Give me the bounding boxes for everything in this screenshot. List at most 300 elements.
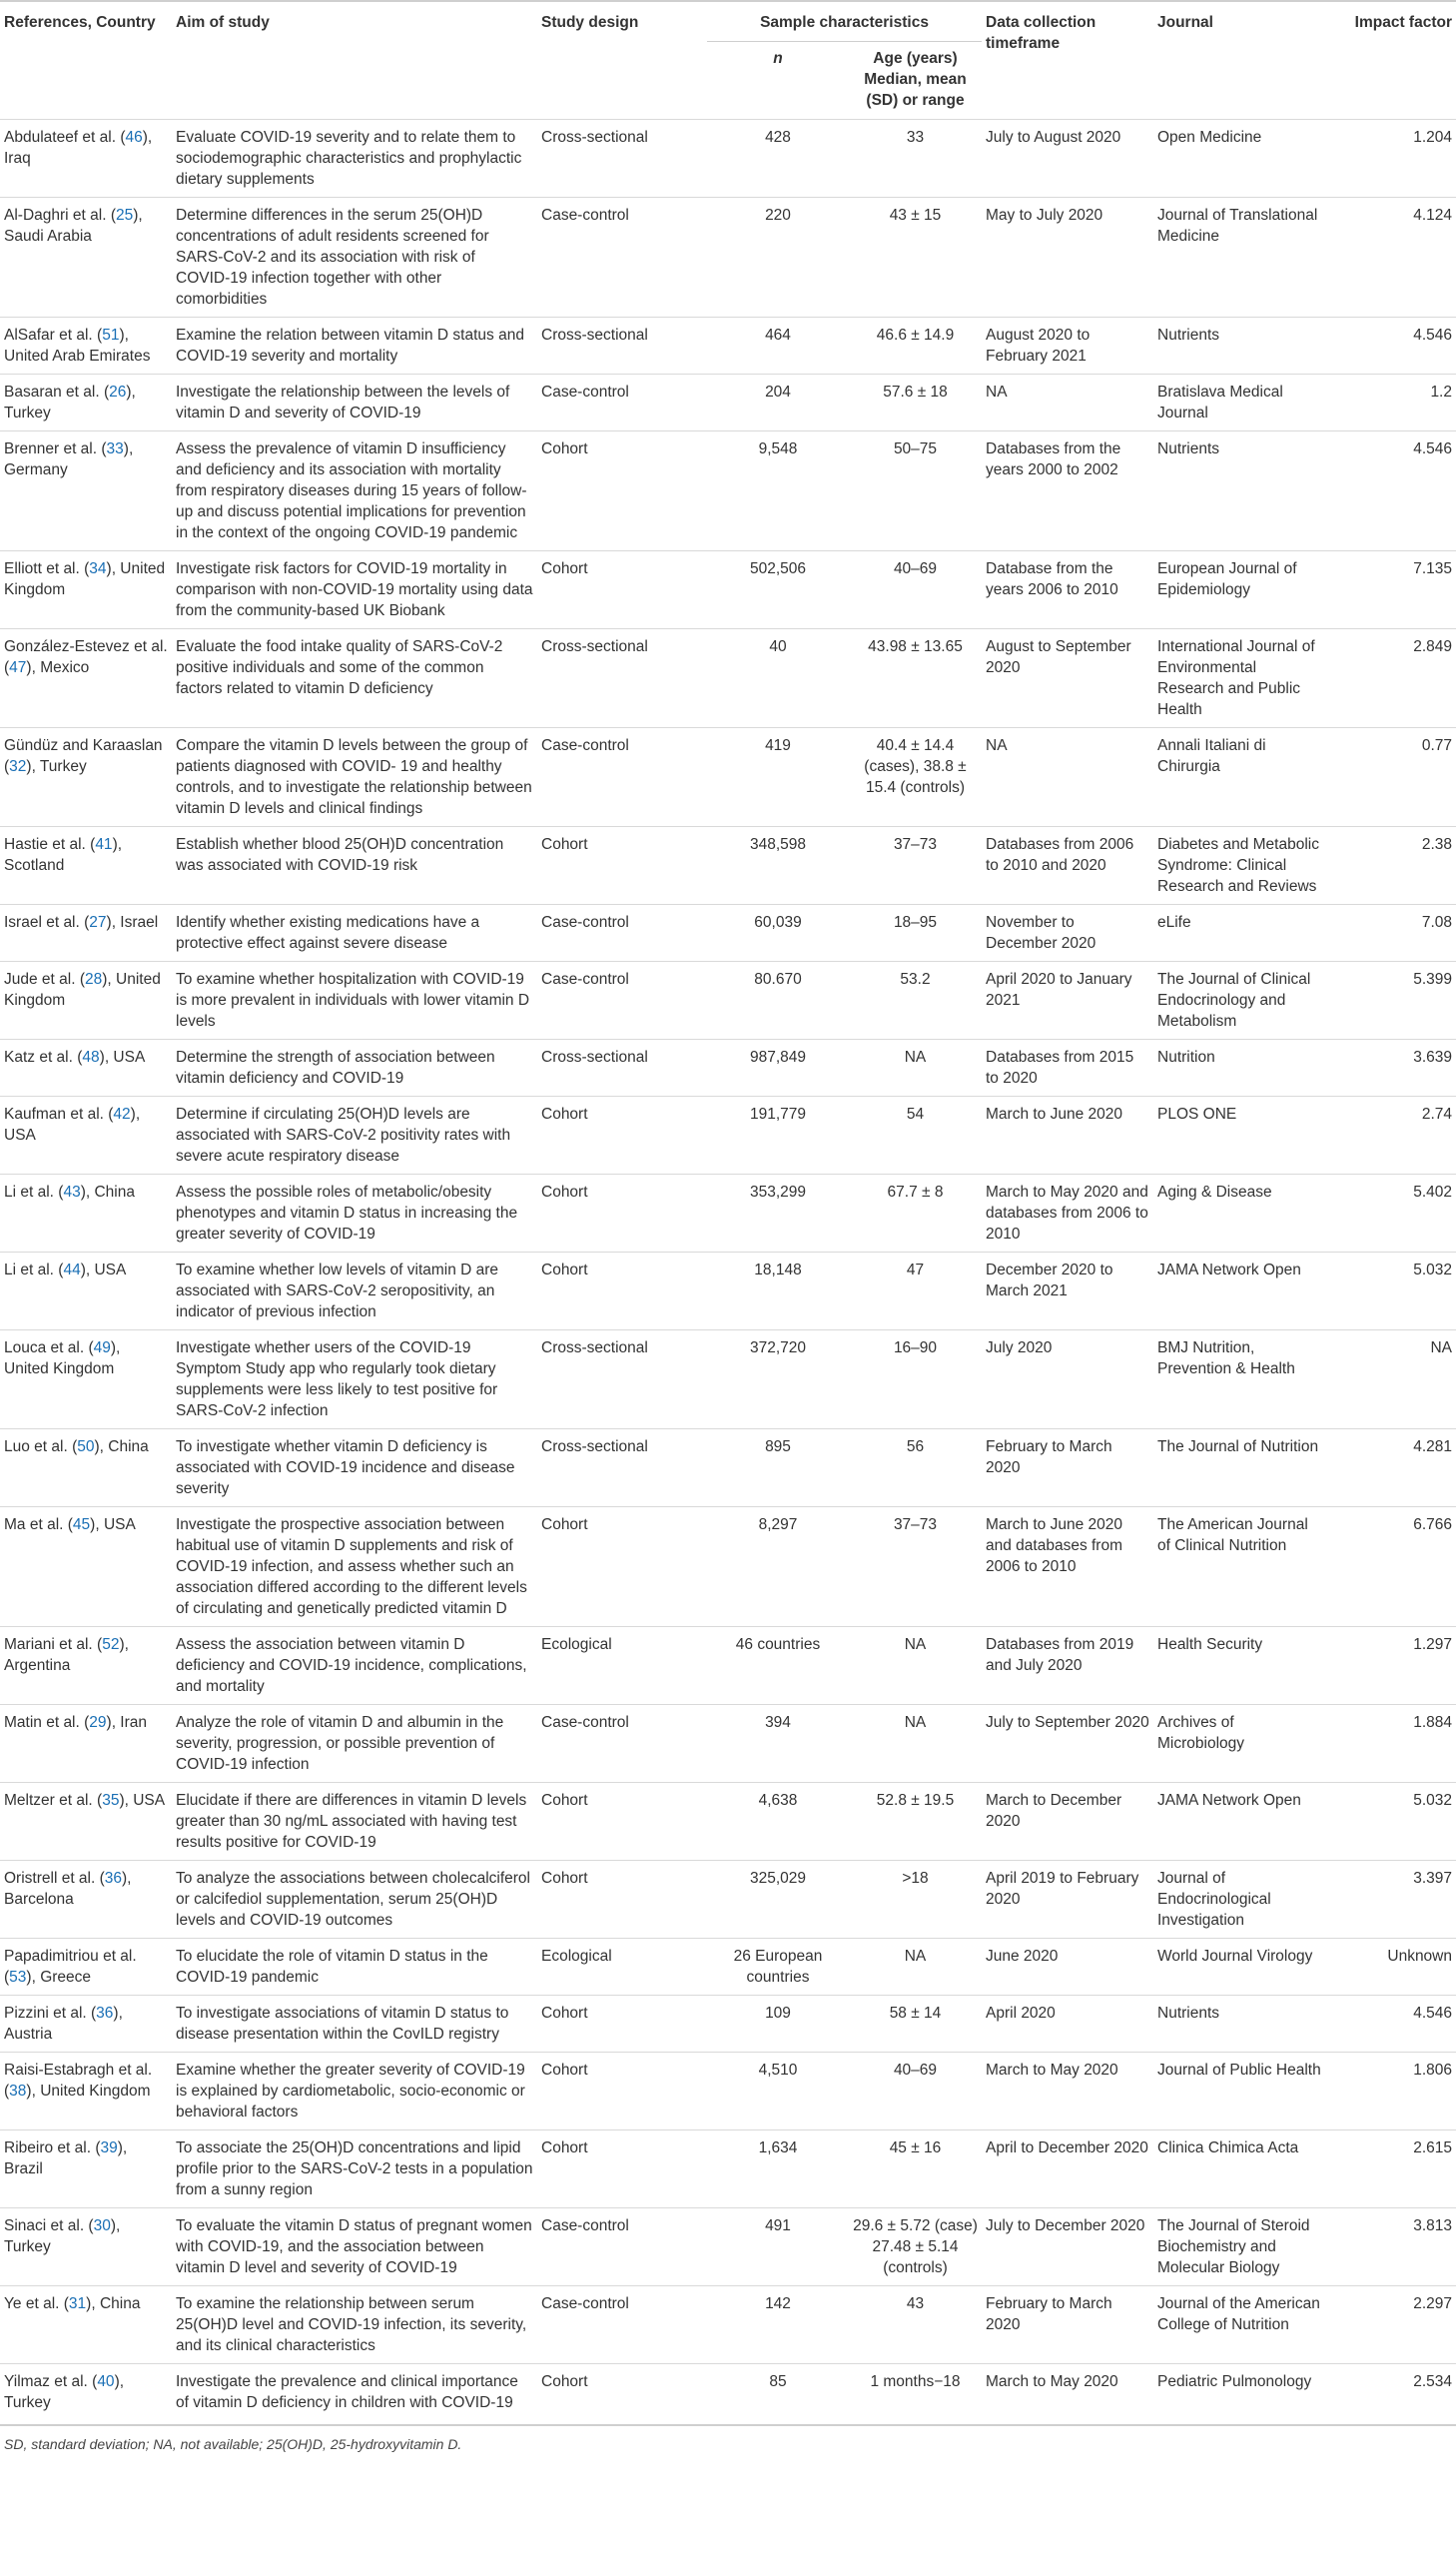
cell-age: 58 ± 14 [849,1996,982,2053]
table-footnote: SD, standard deviation; NA, not available; 25(OH)D, 25-hydroxyvitamin D. [0,2424,1456,2462]
table-row [0,1783,1456,1861]
cell-design: Cohort [537,1861,707,1939]
citation-link[interactable]: 41 [95,836,113,853]
cell-impact: 6.766 [1325,1507,1456,1627]
reference-country: ), USA [4,1106,141,1144]
cell-timeframe: July 2020 [982,1330,1153,1429]
cell-impact: 2.38 [1325,827,1456,905]
table-row [0,375,1456,431]
reference-country: ), Israel [106,914,159,931]
cell-impact: 4.124 [1325,198,1456,318]
cell-n: 1,634 [707,2130,849,2208]
cell-design: Case-control [537,198,707,318]
citation-link[interactable]: 51 [102,327,120,344]
reference-author: Li et al. ( [4,1184,64,1201]
cell-reference [0,1253,172,1330]
cell-timeframe: November to December 2020 [982,905,1153,962]
cell-impact: 3.813 [1325,2208,1456,2286]
reference-author: Oristrell et al. ( [4,1870,105,1887]
citation-link[interactable]: 53 [9,1969,27,1986]
cell-journal: Journal of Endocrinological Investigation [1153,1861,1325,1939]
cell-reference [0,1175,172,1253]
cell-aim: Determine if circulating 25(OH)D levels are associated with SARS-CoV-2 positivity rates with severe acute respiratory disease [172,1097,537,1175]
reference-country: ), USA [80,1262,127,1278]
table-row [0,728,1456,827]
cell-reference [0,2286,172,2364]
cell-journal: Archives of Microbiology [1153,1705,1325,1783]
cell-reference [0,1705,172,1783]
cell-age: 40–69 [849,2053,982,2130]
reference-author: Israel et al. ( [4,914,90,931]
table-row [0,1429,1456,1507]
cell-design: Cross-sectional [537,1040,707,1097]
reference-author: Katz et al. ( [4,1049,83,1066]
reference-author: Jude et al. ( [4,971,85,988]
cell-impact: 7.08 [1325,905,1456,962]
reference-author: Meltzer et al. ( [4,1792,103,1809]
reference-country: ), USA [90,1516,136,1533]
citation-link[interactable]: 44 [63,1262,81,1278]
table-row [0,629,1456,728]
table-row [0,2208,1456,2286]
table-header [0,1,1456,120]
cell-design: Cohort [537,1783,707,1861]
cell-aim: Determine the strength of association between vitamin deficiency and COVID-19 [172,1040,537,1097]
cell-age: 18–95 [849,905,982,962]
cell-reference [0,1996,172,2053]
reference-country: ), Turkey [4,384,136,422]
citation-link[interactable]: 39 [100,2139,118,2156]
cell-reference [0,318,172,375]
citation-link[interactable]: 29 [89,1714,107,1731]
cell-timeframe: December 2020 to March 2021 [982,1253,1153,1330]
reference-author: Luo et al. ( [4,1438,78,1455]
cell-aim: Examine the relation between vitamin D status and COVID-19 severity and mortality [172,318,537,375]
cell-impact: 2.534 [1325,2364,1456,2421]
cell-timeframe: August to September 2020 [982,629,1153,728]
reference-author: Al-Daghri et al. ( [4,207,116,224]
header-aim: Aim of study [172,1,537,120]
reference-country: ), United Kingdom [4,1339,121,1377]
table-row [0,120,1456,198]
cell-timeframe: NA [982,728,1153,827]
reference-country: ), USA [99,1049,146,1066]
citation-link[interactable]: 42 [113,1106,131,1123]
cell-aim: Compare the vitamin D levels between the group of patients diagnosed with COVID- 19 and healthy controls, and to investigate the relationship between vitamin D levels and clinical findings [172,728,537,827]
cell-age: 46.6 ± 14.9 [849,318,982,375]
cell-design: Cross-sectional [537,1429,707,1507]
reference-country: ), Saudi Arabia [4,207,143,245]
reference-author: Basaran et al. ( [4,384,110,401]
cell-timeframe: April 2020 to January 2021 [982,962,1153,1040]
reference-author: Pizzini et al. ( [4,2005,97,2022]
reference-country: ), Brazil [4,2139,128,2177]
cell-design: Case-control [537,375,707,431]
cell-journal: Open Medicine [1153,120,1325,198]
cell-impact: NA [1325,1330,1456,1429]
cell-timeframe: July to August 2020 [982,120,1153,198]
citation-link[interactable]: 34 [89,560,107,577]
cell-reference [0,551,172,629]
cell-reference [0,905,172,962]
cell-n: 204 [707,375,849,431]
cell-timeframe: March to May 2020 and databases from 2006 to 2010 [982,1175,1153,1253]
table-row [0,1627,1456,1705]
citation-link[interactable]: 27 [89,914,107,931]
reference-country: ), Turkey [26,758,87,775]
cell-age: 56 [849,1429,982,1507]
cell-age: 57.6 ± 18 [849,375,982,431]
reference-country: ), United Kingdom [4,971,161,1009]
cell-n: 4,510 [707,2053,849,2130]
cell-impact: 5.032 [1325,1253,1456,1330]
cell-age: 16–90 [849,1330,982,1429]
reference-country: ), United Arab Emirates [4,327,151,365]
cell-journal: Nutrients [1153,1996,1325,2053]
cell-reference [0,2053,172,2130]
cell-timeframe: Databases from 2006 to 2010 and 2020 [982,827,1153,905]
reference-country: ), Barcelona [4,1870,132,1908]
cell-journal: The Journal of Nutrition [1153,1429,1325,1507]
cell-journal: Bratislava Medical Journal [1153,375,1325,431]
reference-author: González-Estevez et al. ( [4,638,168,676]
cell-impact: 3.639 [1325,1040,1456,1097]
citation-link[interactable]: 26 [109,384,127,401]
cell-journal: Nutrition [1153,1040,1325,1097]
table-row [0,1861,1456,1939]
cell-design: Cohort [537,2364,707,2421]
header-journal: Journal [1153,1,1325,120]
cell-journal: The Journal of Clinical Endocrinology and Metabolism [1153,962,1325,1040]
cell-impact: 2.849 [1325,629,1456,728]
cell-journal: International Journal of Environmental Research and Public Health [1153,629,1325,728]
cell-reference [0,1627,172,1705]
cell-journal: PLOS ONE [1153,1097,1325,1175]
cell-journal: Journal of Public Health [1153,2053,1325,2130]
reference-author: Papadimitriou et al. ( [4,1948,137,1986]
cell-timeframe: March to May 2020 [982,2364,1153,2421]
table-row [0,318,1456,375]
cell-age: 54 [849,1097,982,1175]
cell-aim: To investigate whether vitamin D deficiency is associated with COVID-19 incidence and disease severity [172,1429,537,1507]
cell-design: Case-control [537,1705,707,1783]
citation-link[interactable]: 43 [63,1184,81,1201]
cell-reference [0,1040,172,1097]
cell-aim: Investigate risk factors for COVID-19 mortality in comparison with non-COVID-19 mortality using data from the community-based UK Biobank [172,551,537,629]
cell-design: Cross-sectional [537,629,707,728]
reference-author: Hastie et al. ( [4,836,96,853]
cell-n: 220 [707,198,849,318]
cell-journal: Pediatric Pulmonology [1153,2364,1325,2421]
reference-author: Raisi-Estabragh et al. ( [4,2062,153,2100]
cell-design: Cohort [537,1253,707,1330]
cell-age: 43 [849,2286,982,2364]
cell-design: Cohort [537,1097,707,1175]
cell-age: 43.98 ± 13.65 [849,629,982,728]
cell-n: 394 [707,1705,849,1783]
header-sample: Sample characteristics [707,1,982,42]
cell-age: 47 [849,1253,982,1330]
table-row [0,1253,1456,1330]
table-row [0,431,1456,551]
header-age: Age (years) Median, mean (SD) or range [849,42,982,120]
cell-design: Cross-sectional [537,120,707,198]
table-row [0,1097,1456,1175]
cell-aim: To examine whether hospitalization with COVID-19 is more prevalent in individuals with lower vitamin D levels [172,962,537,1040]
cell-impact: 4.546 [1325,431,1456,551]
reference-country: ), United Kingdom [4,560,166,598]
cell-timeframe: March to May 2020 [982,2053,1153,2130]
cell-timeframe: April 2020 [982,1996,1153,2053]
cell-reference [0,198,172,318]
citation-link[interactable]: 50 [77,1438,95,1455]
cell-reference [0,120,172,198]
reference-author: Gündüz and Karaaslan ( [4,737,163,775]
cell-aim: Establish whether blood 25(OH)D concentration was associated with COVID-19 risk [172,827,537,905]
cell-timeframe: Databases from 2015 to 2020 [982,1040,1153,1097]
cell-timeframe: March to June 2020 and databases from 2006 to 2010 [982,1507,1153,1627]
cell-aim: To examine the relationship between serum 25(OH)D level and COVID-19 infection, its severity, and its clinical characteristics [172,2286,537,2364]
cell-n: 325,029 [707,1861,849,1939]
cell-n: 80.670 [707,962,849,1040]
cell-design: Cross-sectional [537,318,707,375]
table-row [0,2130,1456,2208]
cell-n: 372,720 [707,1330,849,1429]
cell-timeframe: April 2019 to February 2020 [982,1861,1153,1939]
reference-author: Mariani et al. ( [4,1636,103,1653]
reference-country: ), USA [119,1792,166,1809]
cell-impact: 4.546 [1325,1996,1456,2053]
cell-design: Cohort [537,1175,707,1253]
citation-link[interactable]: 32 [9,758,27,775]
cell-aim: Investigate whether users of the COVID-19 Symptom Study app who regularly took dietary supplements were less likely to test positive for SARS-CoV-2 infection [172,1330,537,1429]
cell-reference [0,1330,172,1429]
reference-country: ), Iran [106,1714,148,1731]
cell-reference [0,827,172,905]
reference-author: Li et al. ( [4,1262,64,1278]
table-row [0,2053,1456,2130]
table-row [0,1996,1456,2053]
cell-design: Cohort [537,2053,707,2130]
cell-design: Cohort [537,1507,707,1627]
cell-n: 26 European countries [707,1939,849,1996]
table-row [0,827,1456,905]
reference-author: Sinaci et al. ( [4,2217,94,2234]
cell-reference [0,1939,172,1996]
cell-journal: Nutrients [1153,431,1325,551]
reference-author: Ma et al. ( [4,1516,73,1533]
reference-author: Ribeiro et al. ( [4,2139,101,2156]
cell-impact: Unknown [1325,1939,1456,1996]
cell-age: 33 [849,120,982,198]
table-row [0,198,1456,318]
cell-aim: Evaluate COVID-19 severity and to relate them to sociodemographic characteristics and prophylactic dietary supplements [172,120,537,198]
citation-link[interactable]: 47 [9,659,27,676]
reference-country: ), China [86,2295,141,2312]
cell-n: 491 [707,2208,849,2286]
cell-design: Cohort [537,551,707,629]
cell-timeframe: February to March 2020 [982,2286,1153,2364]
cell-age: 37–73 [849,1507,982,1627]
cell-reference [0,2130,172,2208]
cell-design: Cohort [537,431,707,551]
reference-country: ), Greece [26,1969,92,1986]
cell-reference [0,1507,172,1627]
cell-n: 987,849 [707,1040,849,1097]
cell-age: >18 [849,1861,982,1939]
cell-reference [0,2208,172,2286]
reference-country: ), China [94,1438,149,1455]
cell-impact: 1.297 [1325,1627,1456,1705]
cell-journal: Journal of the American College of Nutrition [1153,2286,1325,2364]
cell-n: 191,779 [707,1097,849,1175]
citation-link[interactable]: 31 [68,2295,87,2312]
cell-n: 4,638 [707,1783,849,1861]
reference-author: Brenner et al. ( [4,440,107,457]
cell-journal: Clinica Chimica Acta [1153,2130,1325,2208]
citation-link[interactable]: 28 [85,971,103,988]
cell-aim: Examine whether the greater severity of COVID-19 is explained by cardiometabolic, socio-economic or behavioral factors [172,2053,537,2130]
citation-link[interactable]: 49 [93,1339,111,1356]
table-row [0,2286,1456,2364]
cell-age: NA [849,1705,982,1783]
citation-link[interactable]: 36 [96,2005,114,2022]
cell-age: NA [849,1939,982,1996]
citation-link[interactable]: 48 [82,1049,100,1066]
cell-reference [0,728,172,827]
table-row [0,1040,1456,1097]
cell-reference [0,431,172,551]
cell-design: Case-control [537,2286,707,2364]
reference-author: Yilmaz et al. ( [4,2373,98,2390]
cell-impact: 2.74 [1325,1097,1456,1175]
cell-impact: 1.204 [1325,120,1456,198]
citation-link[interactable]: 25 [115,207,134,224]
cell-age: 52.8 ± 19.5 [849,1783,982,1861]
citation-link[interactable]: 35 [102,1792,120,1809]
cell-timeframe: August 2020 to February 2021 [982,318,1153,375]
cell-impact: 1.806 [1325,2053,1456,2130]
cell-aim: Assess the possible roles of metabolic/obesity phenotypes and vitamin D status in increasing the greater severity of COVID-19 [172,1175,537,1253]
table-row [0,1175,1456,1253]
cell-n: 895 [707,1429,849,1507]
cell-timeframe: Databases from the years 2000 to 2002 [982,431,1153,551]
cell-age: NA [849,1040,982,1097]
cell-journal: European Journal of Epidemiology [1153,551,1325,629]
reference-country: ), Turkey [4,2217,121,2255]
cell-age: 40.4 ± 14.4 (cases), 38.8 ± 15.4 (controls) [849,728,982,827]
cell-impact: 3.397 [1325,1861,1456,1939]
cell-aim: Assess the association between vitamin D deficiency and COVID-19 incidence, complications, and mortality [172,1627,537,1705]
reference-country: ), China [80,1184,135,1201]
cell-design: Cohort [537,2130,707,2208]
cell-reference [0,1097,172,1175]
cell-aim: Investigate the prospective association between habitual use of vitamin D supplements and risk of COVID-19 infection, and assess whether such an association differed according to the different levels of circulating and genetically predicted vitamin D [172,1507,537,1627]
cell-age: 40–69 [849,551,982,629]
cell-age: 67.7 ± 8 [849,1175,982,1253]
cell-reference [0,2364,172,2421]
reference-country: ), Scotland [4,836,123,874]
cell-journal: The Journal of Steroid Biochemistry and Molecular Biology [1153,2208,1325,2286]
cell-aim: Elucidate if there are differences in vitamin D levels greater than 30 ng/mL associated with having test results positive for COVID-19 [172,1783,537,1861]
cell-design: Cohort [537,827,707,905]
cell-timeframe: July to December 2020 [982,2208,1153,2286]
cell-n: 85 [707,2364,849,2421]
cell-impact: 7.135 [1325,551,1456,629]
header-impact: Impact factor [1325,1,1456,120]
cell-age: 50–75 [849,431,982,551]
cell-aim: To investigate associations of vitamin D status to disease presentation within the CovILD registry [172,1996,537,2053]
cell-n: 9,548 [707,431,849,551]
citation-link[interactable]: 38 [9,2083,27,2100]
cell-n: 46 countries [707,1627,849,1705]
cell-journal: JAMA Network Open [1153,1783,1325,1861]
cell-reference [0,1861,172,1939]
cell-journal: The American Journal of Clinical Nutrition [1153,1507,1325,1627]
reference-country: ), Turkey [4,2373,125,2411]
cell-timeframe: March to December 2020 [982,1783,1153,1861]
reference-author: Ye et al. ( [4,2295,69,2312]
reference-author: Kaufman et al. ( [4,1106,114,1123]
cell-impact: 5.402 [1325,1175,1456,1253]
citation-link[interactable]: 46 [125,129,143,146]
cell-age: 45 ± 16 [849,2130,982,2208]
cell-impact: 5.032 [1325,1783,1456,1861]
table-body [0,120,1456,2421]
cell-impact: 5.399 [1325,962,1456,1040]
cell-journal: Health Security [1153,1627,1325,1705]
cell-timeframe: NA [982,375,1153,431]
cell-n: 142 [707,2286,849,2364]
cell-design: Case-control [537,905,707,962]
cell-design: Ecological [537,1627,707,1705]
cell-design: Cross-sectional [537,1330,707,1429]
cell-timeframe: March to June 2020 [982,1097,1153,1175]
citation-link[interactable]: 30 [93,2217,111,2234]
citation-link[interactable]: 36 [104,1870,123,1887]
cell-aim: Determine differences in the serum 25(OH)D concentrations of adult residents screened for SARS-CoV-2 and its association with risk of COVID-19 infection together with other comorbidities [172,198,537,318]
citation-link[interactable]: 52 [102,1636,120,1653]
cell-impact: 1.2 [1325,375,1456,431]
reference-country: ), United Kingdom [26,2083,151,2100]
cell-impact: 4.281 [1325,1429,1456,1507]
cell-timeframe: Databases from 2019 and July 2020 [982,1627,1153,1705]
reference-author: Matin et al. ( [4,1714,90,1731]
cell-reference [0,962,172,1040]
header-n: n [707,42,849,120]
cell-reference [0,1783,172,1861]
cell-journal: Diabetes and Metabolic Syndrome: Clinical Research and Reviews [1153,827,1325,905]
cell-aim: To analyze the associations between cholecalciferol or calcifediol supplementation, serum 25(OH)D levels and COVID-19 outcomes [172,1861,537,1939]
cell-timeframe: May to July 2020 [982,198,1153,318]
citation-link[interactable]: 33 [106,440,124,457]
reference-author: AlSafar et al. ( [4,327,103,344]
table-row [0,1507,1456,1627]
cell-aim: Assess the prevalence of vitamin D insufficiency and deficiency and its association with mortality from respiratory diseases during 15 years of follow-up and discuss potential implications for prevention in the context of the ongoing COVID-19 pandemic [172,431,537,551]
cell-reference [0,629,172,728]
citation-link[interactable]: 40 [97,2373,115,2390]
cell-n: 502,506 [707,551,849,629]
cell-design: Case-control [537,728,707,827]
cell-n: 109 [707,1996,849,2053]
cell-design: Case-control [537,2208,707,2286]
cell-journal: Nutrients [1153,318,1325,375]
cell-impact: 2.615 [1325,2130,1456,2208]
reference-country: ), Mexico [26,659,90,676]
reference-country: ), Iraq [4,129,153,167]
citation-link[interactable]: 45 [72,1516,91,1533]
cell-reference [0,1429,172,1507]
